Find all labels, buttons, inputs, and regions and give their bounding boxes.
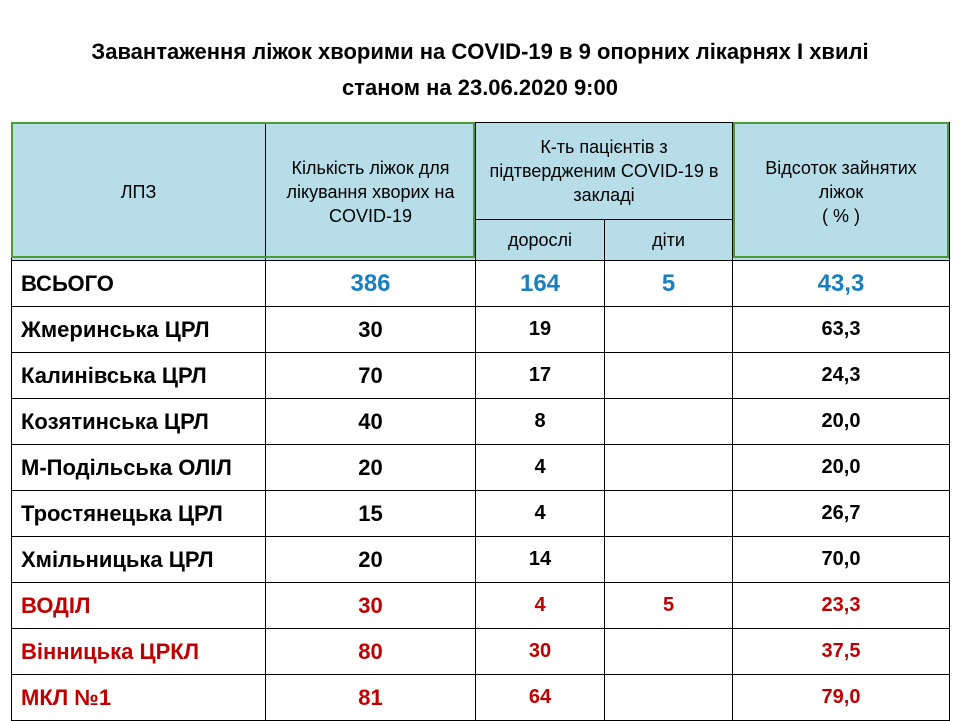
- row-beds: 70: [266, 353, 476, 399]
- row-beds: 80: [266, 629, 476, 675]
- table-row: [12, 307, 950, 353]
- row-adults: 4: [476, 491, 605, 537]
- row-percent: 20,0: [733, 445, 950, 491]
- page-title: [0, 34, 960, 106]
- row-percent: 70,0: [733, 537, 950, 583]
- row-beds: 81: [266, 675, 476, 721]
- table-row-total: [12, 261, 950, 307]
- header-lpz: ЛПЗ: [12, 123, 266, 261]
- row-beds: 30: [266, 307, 476, 353]
- row-beds: 15: [266, 491, 476, 537]
- row-beds: 40: [266, 399, 476, 445]
- header-beds: Кількість ліжок для лікування хворих на COVID-19: [266, 123, 476, 261]
- row-children: [605, 629, 733, 675]
- row-name: Вінницька ЦРКЛ: [12, 629, 266, 675]
- row-percent: 37,5: [733, 629, 950, 675]
- row-adults: 17: [476, 353, 605, 399]
- row-adults: 30: [476, 629, 605, 675]
- row-beds: 386: [266, 261, 476, 307]
- row-children: [605, 445, 733, 491]
- row-percent: 20,0: [733, 399, 950, 445]
- row-adults: 4: [476, 583, 605, 629]
- row-name: Хмільницька ЦРЛ: [12, 537, 266, 583]
- row-percent: 43,3: [733, 261, 950, 307]
- title-line-1: Завантаження ліжок хворими на COVID-19 в 9 опорних лікарнях І хвилі: [91, 39, 869, 64]
- row-children: [605, 307, 733, 353]
- table-row: [12, 399, 950, 445]
- row-adults: 164: [476, 261, 605, 307]
- header-percent: Відсоток зайнятих ліжок ( % ): [733, 123, 950, 261]
- row-children: [605, 675, 733, 721]
- row-adults: 8: [476, 399, 605, 445]
- row-children: [605, 399, 733, 445]
- row-name: ВОДІЛ: [12, 583, 266, 629]
- row-children: [605, 353, 733, 399]
- table-row: [12, 445, 950, 491]
- table-row: [12, 583, 950, 629]
- table-row: [12, 629, 950, 675]
- row-name: М-Подільська ОЛІЛ: [12, 445, 266, 491]
- row-adults: 64: [476, 675, 605, 721]
- row-children: 5: [605, 261, 733, 307]
- row-children: [605, 537, 733, 583]
- title-line-2: станом на 23.06.2020 9:00: [342, 75, 618, 100]
- row-children: 5: [605, 583, 733, 629]
- row-percent: 24,3: [733, 353, 950, 399]
- row-name: Тростянецька ЦРЛ: [12, 491, 266, 537]
- row-beds: 20: [266, 445, 476, 491]
- table-row: [12, 537, 950, 583]
- row-name: ВСЬОГО: [12, 261, 266, 307]
- beds-table: [11, 122, 950, 721]
- row-name: Козятинська ЦРЛ: [12, 399, 266, 445]
- row-adults: 19: [476, 307, 605, 353]
- row-children: [605, 491, 733, 537]
- table-row: [12, 675, 950, 721]
- header-children: діти: [605, 220, 733, 261]
- table-row: [12, 491, 950, 537]
- row-beds: 20: [266, 537, 476, 583]
- row-percent: 63,3: [733, 307, 950, 353]
- row-percent: 79,0: [733, 675, 950, 721]
- row-percent: 26,7: [733, 491, 950, 537]
- row-name: Жмеринська ЦРЛ: [12, 307, 266, 353]
- row-name: МКЛ №1: [12, 675, 266, 721]
- header-adults: дорослі: [476, 220, 605, 261]
- row-name: Калинівська ЦРЛ: [12, 353, 266, 399]
- header-patients: К-ть пацієнтів з підтвердженим COVID-19 в закладі: [476, 123, 733, 220]
- row-adults: 14: [476, 537, 605, 583]
- row-beds: 30: [266, 583, 476, 629]
- row-adults: 4: [476, 445, 605, 491]
- table-row: [12, 353, 950, 399]
- row-percent: 23,3: [733, 583, 950, 629]
